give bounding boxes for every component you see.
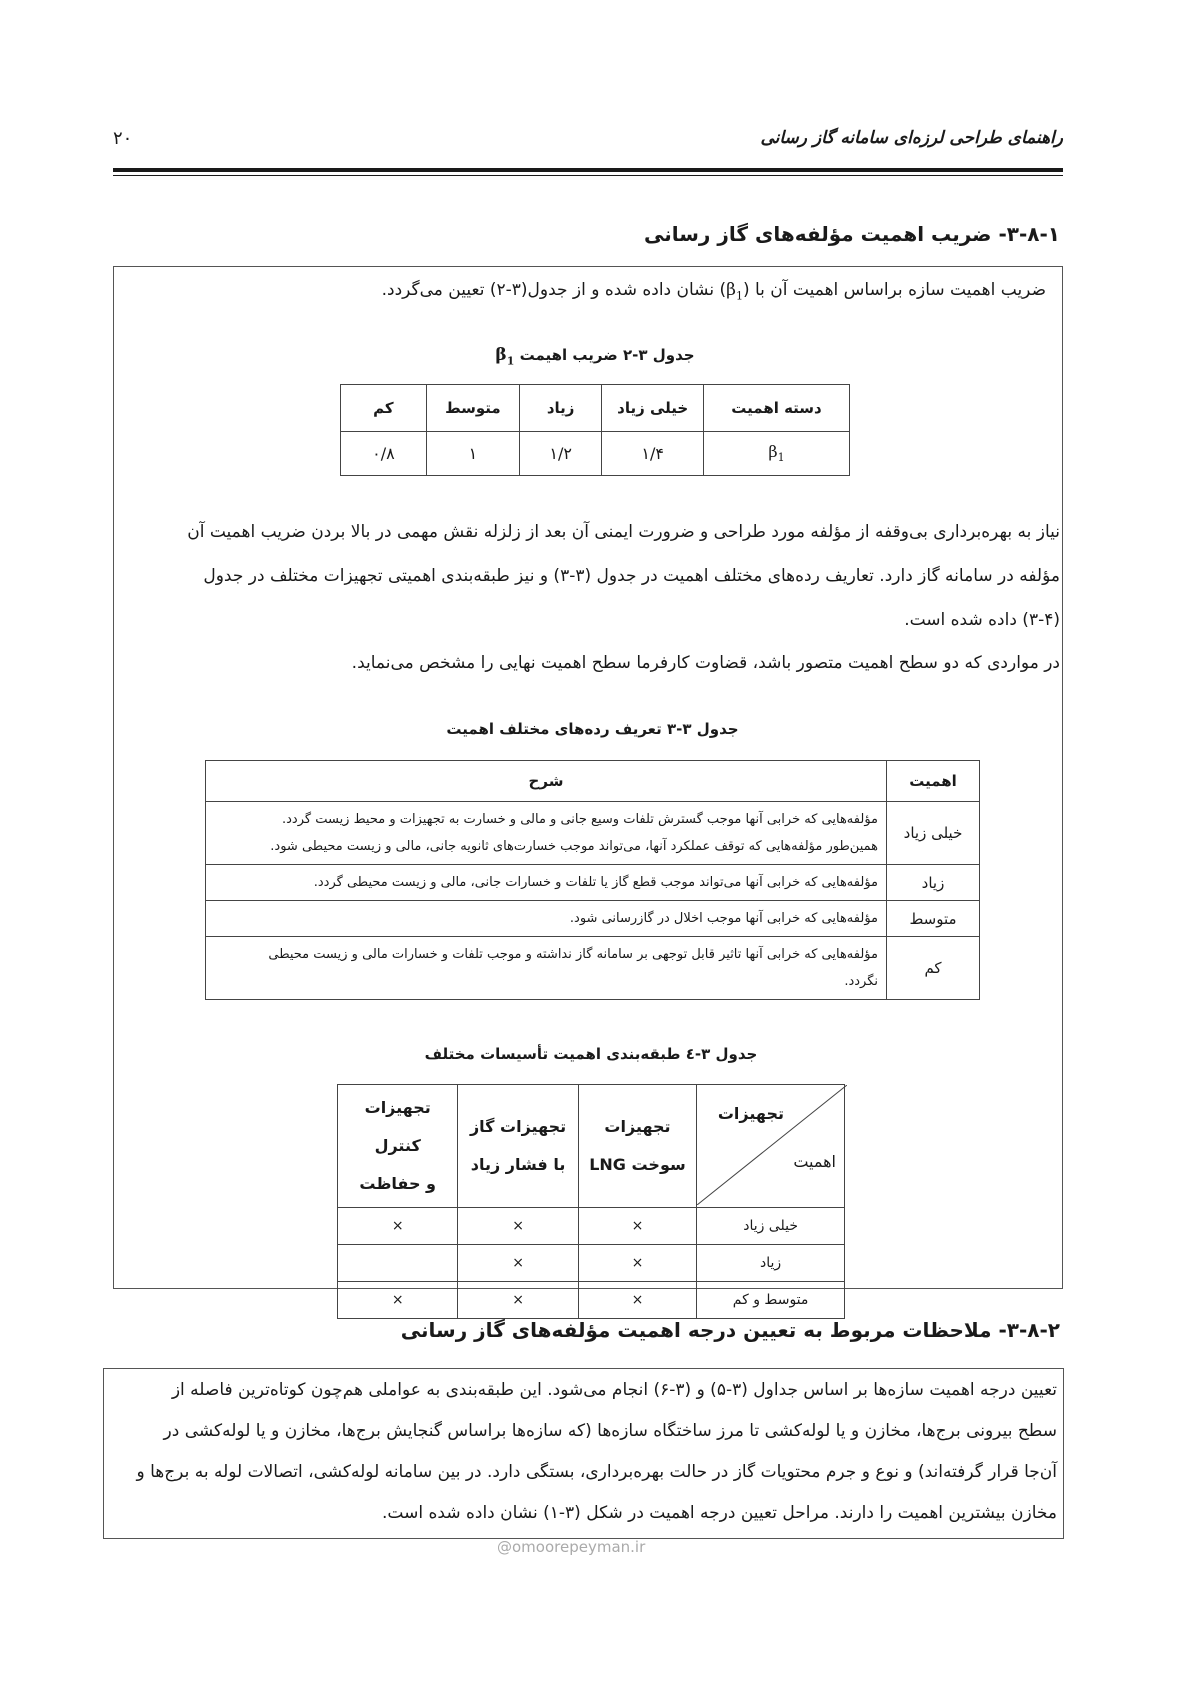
table3-header: اهمیت [887, 761, 980, 802]
table4-cell: × [458, 1282, 578, 1319]
table4-row-label: زیاد [697, 1245, 845, 1282]
table3-description: مؤلفه‌هایی که خرابی آنها تاثیر قابل توجهی بر سامانه گاز نداشته و موجب تلفات و خسارات مالی و زیست محیطی نگردد. [206, 937, 887, 1000]
table2-header: دسته اهمیت [704, 385, 850, 432]
table4-cell: × [338, 1282, 458, 1319]
table4-col-header: تجهیزات گاز با فشار زیاد [458, 1085, 578, 1208]
header-rule-thin [113, 175, 1063, 176]
importance-factor-table [340, 384, 850, 476]
table2-cell: ۱ [426, 432, 519, 476]
intro-text-2: ) نشان داده شده و از جدول(۳-۲) تعیین می‌گردد. [381, 280, 727, 300]
table3-level: متوسط [887, 901, 980, 937]
table4-corner [697, 1085, 845, 1208]
table4-cell: × [458, 1208, 578, 1245]
table4-row-label: متوسط و کم [697, 1282, 845, 1319]
table2-header: کم [341, 385, 427, 432]
table4-caption: جدول ۳-٤ طبقه‌بندی اهمیت تأسیسات مختلف [424, 1045, 758, 1063]
table3-level: کم [887, 937, 980, 1000]
site-watermark: @omoorepeyman.ir [497, 1538, 646, 1556]
beta-symbol: $\beta_1$ [726, 280, 743, 303]
table4-col-header: تجهیزات کنترل و حفاظت [338, 1085, 458, 1208]
table4-row-label: خیلی زیاد [697, 1208, 845, 1245]
section-heading-2: ۳-۸-۲- ملاحظات مربوط به تعیین درجه اهمیت مؤلفه‌های گاز رسانی [400, 1318, 1060, 1342]
table2-header: خیلی زیاد [602, 385, 704, 432]
table2-row-label: $\beta_1$ [704, 432, 850, 476]
table3-header: شرح [206, 761, 887, 802]
section-heading-1: ۳-۸-۱- ضریب اهمیت مؤلفه‌های گاز رسانی [643, 222, 1060, 246]
table2-cell: ۰/۸ [341, 432, 427, 476]
paragraph-line: آن‌جا قرار گرفته‌اند) و نوع و جرم محتویات گاز در حالت بهره‌برداری، بستگی دارد. در بین سامانه لوله‌کشی، اتصالات لوله به برج‌ها و [136, 1462, 1057, 1482]
table2-cell: ۱/۲ [520, 432, 602, 476]
table2-caption: جدول ۳-۲ ضریب اهیمت $\beta_1$ [495, 345, 695, 368]
corner-bottom-label: اهمیت [793, 1152, 836, 1171]
paragraph-line: سطح بیرونی برج‌ها، مخازن و یا لوله‌کشی تا مرز ساختگاه سازه‌ها (که سازه‌ها براساس گنجایش برج‌ها، مخازن و یا لوله‌کشی در [163, 1421, 1057, 1441]
running-header [113, 128, 1063, 158]
running-title: راهنمای طراحی لرزه‌ای سامانه گاز رسانی [760, 128, 1063, 148]
table4-cell: × [578, 1245, 696, 1282]
table4-cell: × [338, 1208, 458, 1245]
table3-level: خیلی زیاد [887, 802, 980, 865]
intro-text-1: ضریب اهمیت سازه براساس اهمیت آن با ( [742, 280, 1046, 300]
table3-level: زیاد [887, 865, 980, 901]
table2-cell: ۱/۴ [602, 432, 704, 476]
table4-cell: × [458, 1245, 578, 1282]
table4-col-header: تجهیزات سوخت LNG [578, 1085, 696, 1208]
importance-levels-table [205, 760, 980, 1000]
paragraph-line: مخازن بیشترین اهمیت را دارند. مراحل تعیین درجه اهمیت در شکل (۳-۱) نشان داده شده است. [382, 1503, 1057, 1523]
table3-description: مؤلفه‌هایی که خرابی آنها می‌تواند موجب قطع گاز یا تلفات و خسارات جانی، مالی و زیست محیطی گردد. [206, 865, 887, 901]
table2-header: متوسط [426, 385, 519, 432]
table4-cell: × [578, 1282, 696, 1319]
table3-caption: جدول ۳-۳ تعریف رده‌های مختلف اهمیت [446, 720, 739, 738]
paragraph-line: مؤلفه در سامانه گاز دارد. تعاریف رده‌های مختلف اهمیت در جدول (۳-۳) و نیز طبقه‌بندی اهمیتی تجهیزات مختلف در جدول [203, 566, 1060, 586]
table2-header: زیاد [520, 385, 602, 432]
table4-cell: × [578, 1208, 696, 1245]
header-rule-thick [113, 168, 1063, 172]
table4-cell [338, 1245, 458, 1282]
table3-description: مؤلفه‌هایی که خرابی آنها موجب اخلال در گازرسانی شود. [206, 901, 887, 937]
table2-caption-symbol: $\beta_1$ [495, 345, 515, 368]
corner-top-label: تجهیزات [717, 1104, 784, 1123]
facility-classification-table [337, 1084, 845, 1319]
table3-description: مؤلفه‌هایی که خرابی آنها موجب گسترش تلفات وسیع جانی و مالی و خسارت به تجهیزات و محیط زیست گردد. همین‌طور مؤلفه‌هایی که توقف عملکرد آنها، می‌تواند موجب خسارت‌های ثانویه جانی، مالی و زیست محیطی شود. [206, 802, 887, 865]
page-number: ۲۰ [113, 128, 133, 149]
section2-paragraph [109, 1370, 1057, 1534]
paragraph-line: تعیین درجه اهمیت سازه‌ها بر اساس جداول (۳-۵) و (۳-۶) انجام می‌شود. این طبقه‌بندی به عواملی هم‌چون کوتاه‌ترین فاصله از [171, 1380, 1057, 1400]
intro-paragraph [136, 268, 1046, 318]
body-paragraph-2: در مواردی که دو سطح اهمیت متصور باشد، قضاوت کارفرما سطح اهمیت نهایی را مشخص می‌نماید. [351, 653, 1060, 673]
paragraph-line: نیاز به بهره‌برداری بی‌وقفه از مؤلفه مورد طراحی و ضرورت ایمنی آن بعد از زلزله نقش مهمی در بالا بردن ضریب اهمیت آن [187, 522, 1060, 542]
body-paragraph-1 [135, 510, 1060, 642]
paragraph-line: (۳-۴) داده شده است. [904, 610, 1060, 630]
